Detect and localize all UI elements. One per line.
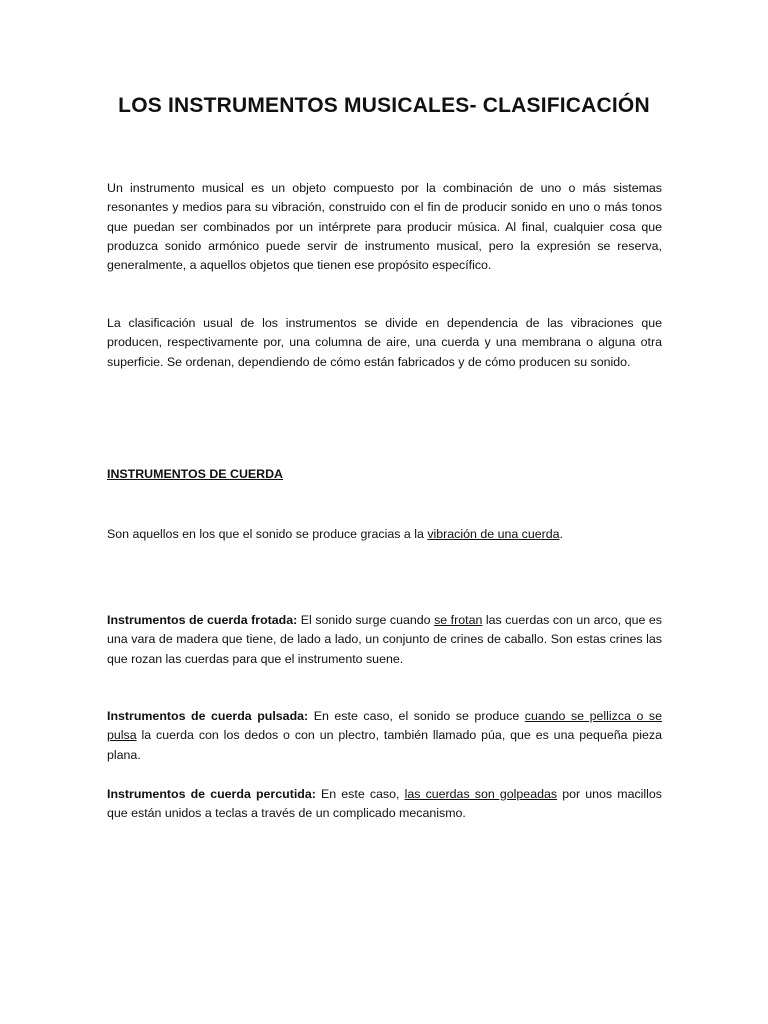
classification-paragraph: La clasificación usual de los instrumentos se divide en dependencia de las vibraciones que producen, respectivamente por, una columna de aire, una cuerda y una membrana o alguna otra superficie. Se ordenan, dependiendo de cómo están fabricados y de cómo producen su sonido. xyxy=(107,316,662,369)
section-heading-cuerda: INSTRUMENTOS DE CUERDA xyxy=(107,467,284,481)
cuerda-definition-underlined: vibración de una cuerda xyxy=(427,527,560,541)
cuerda-definition-end: . xyxy=(559,527,564,541)
cuerda-definition-paragraph xyxy=(107,525,662,544)
pulsada-label: Instrumentos de cuerda pulsada: xyxy=(107,709,309,723)
frotada-label: Instrumentos de cuerda frotada: xyxy=(107,613,298,627)
frotada-text-before: El sonido surge cuando xyxy=(297,613,435,627)
page-title: LOS INSTRUMENTOS MUSICALES- CLASIFICACIÓN xyxy=(118,94,650,117)
percutida-paragraph xyxy=(107,785,662,824)
pulsada-underlined: cuando se pellizca o se pulsa xyxy=(107,709,662,743)
cuerda-definition-text: Son aquellos en los que el sonido se produce gracias a la xyxy=(107,527,428,541)
intro-paragraph: Un instrumento musical es un objeto compuesto por la combinación de uno o más sistemas resonantes y medios para su vibración, construido con el fin de producir sonido en uno o más tonos que puedan ser combinados por un intérprete para producir música. Al final, cualquier cosa que produzca sonido armónico puede servir de instrumento musical, pero la expresión se reserva, generalmente, a aquellos objetos que tienen ese propósito específico. xyxy=(107,181,662,273)
pulsada-paragraph xyxy=(107,707,662,765)
percutida-label: Instrumentos de cuerda percutida: xyxy=(107,787,316,801)
pulsada-text-before: En este caso, el sonido se produce xyxy=(308,709,525,723)
pulsada-text-after: la cuerda con los dedos o con un plectro, también llamado púa, que es una pequeña pieza plana. xyxy=(107,728,662,762)
frotada-underlined: se frotan xyxy=(434,613,483,627)
percutida-text-before: En este caso, xyxy=(315,787,405,801)
frotada-paragraph xyxy=(107,611,662,669)
frotada-text-after: las cuerdas con un arco, que es una vara de madera que tiene, de lado a lado, un conjunto de crines de caballo. Son estas crines las que rozan las cuerdas para que el instrumento suene. xyxy=(107,613,662,666)
percutida-underlined: las cuerdas son golpeadas xyxy=(404,787,558,801)
percutida-text-after: por unos macillos que están unidos a teclas a través de un complicado mecanismo. xyxy=(107,787,662,821)
